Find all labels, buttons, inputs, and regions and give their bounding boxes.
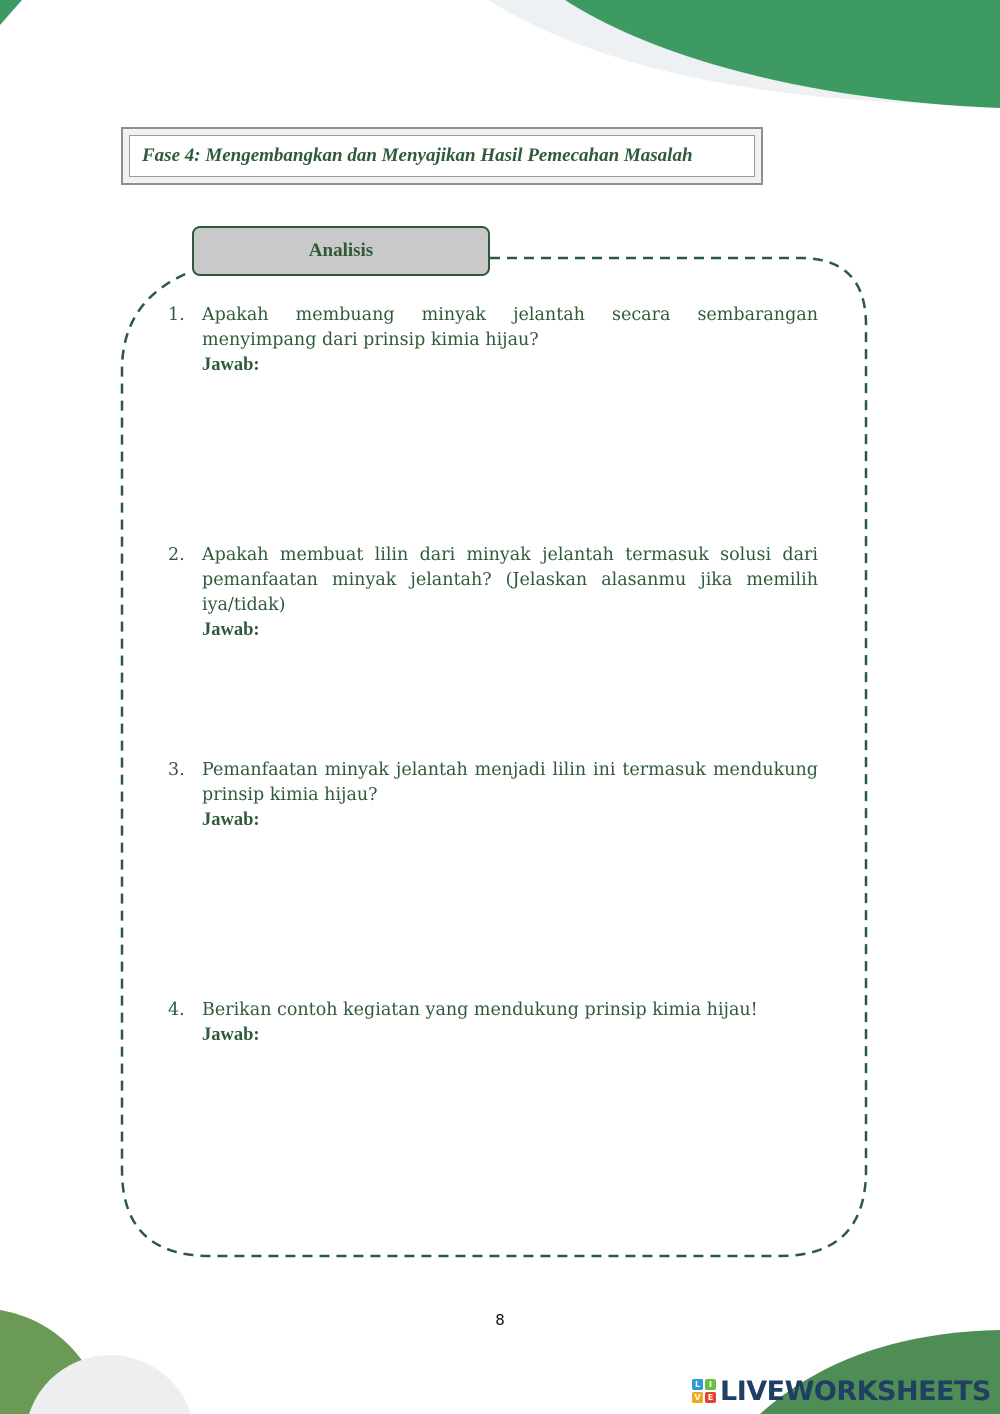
question-1 [168,303,818,378]
question-number: 4. [168,1000,185,1020]
question-text: Apakah membuang minyak jelantah secara sembarangan menyimpang dari prinsip kimia hijau? [202,305,818,350]
page-number: 8 [495,1311,505,1329]
question-2 [168,543,818,643]
brand-watermark[interactable] [692,1374,991,1408]
answer-label: Jawab: [202,810,260,830]
question-4 [168,998,818,1048]
answer-label: Jawab: [202,355,260,375]
question-number: 3. [168,760,185,780]
phase-title: Fase 4: Mengembangkan dan Menyajikan Hasil Pemecahan Masalah [142,145,693,166]
question-number: 2. [168,545,185,565]
section-tab-analisis [192,226,490,276]
question-3 [168,758,818,833]
phase-header-inner [129,135,755,177]
phase-header-box [121,127,763,185]
liveworksheets-logo-icon: L I V E [692,1379,716,1403]
question-text: Apakah membuat lilin dari minyak jelantah termasuk solusi dari pemanfaatan minyak jelantah? (Jelaskan alasanmu jika memilih iya/tidak) [202,545,818,615]
section-tab-label: Analisis [308,240,374,261]
answer-label: Jawab: [202,620,260,640]
brand-name: LIVEWORKSHEETS [720,1375,991,1407]
question-number: 1. [168,305,185,325]
question-text: Pemanfaatan minyak jelantah menjadi lilin ini termasuk mendukung prinsip kimia hijau? [202,760,818,805]
question-text: Berikan contoh kegiatan yang mendukung prinsip kimia hijau! [202,1000,758,1020]
answer-label: Jawab: [202,1025,260,1045]
